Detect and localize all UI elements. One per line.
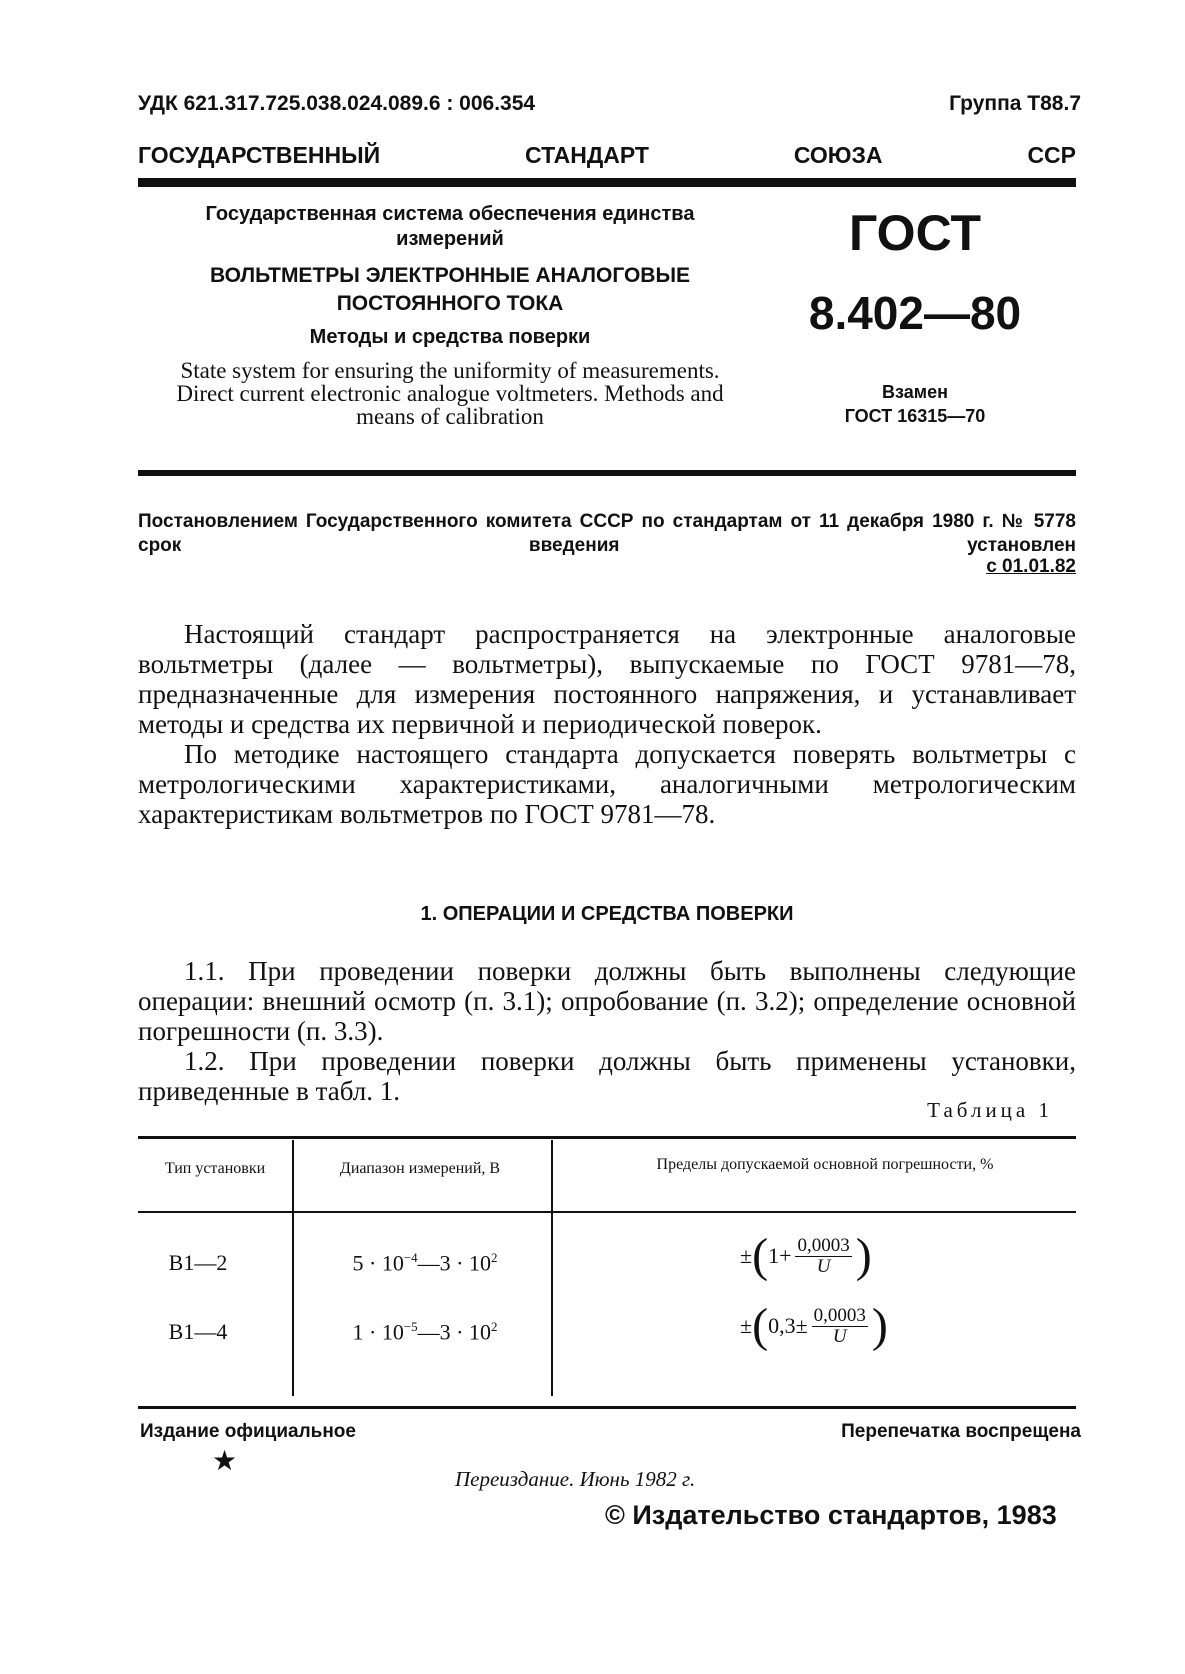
table-bottom-rule: [138, 1406, 1076, 1409]
header-divider: [138, 178, 1076, 187]
table-caption: Таблица 1: [927, 1098, 1053, 1122]
document-title-line: ВОЛЬТМЕТРЫ ЭЛЕКТРОННЫЕ АНАЛОГОВЫЕ: [209, 264, 691, 287]
document-title-line: ПОСТОЯННОГО ТОКА: [336, 292, 564, 315]
open-paren: (: [752, 1299, 769, 1352]
paragraph: 1.2. При проведении поверки должны быть применены установки, приведенные в табл. 1.: [138, 1046, 1076, 1106]
banner-word: ГОСУДАРСТВЕННЫЙ: [138, 142, 381, 168]
section-text: [138, 956, 1076, 1106]
banner-word: СТАНДАРТ: [525, 142, 649, 168]
group-code: Группа Т88.7: [949, 92, 1081, 115]
udk-code: УДК 621.317.725.038.024.089.6 : 006.354: [138, 92, 536, 115]
gost-label: ГОСТ: [849, 205, 981, 261]
document-subtitle: Методы и средства поверки: [309, 326, 591, 348]
english-title: State system for ensuring the uniformity of measurements. Direct current electronic analogue voltmeters. Methods and means of calibration: [176, 358, 724, 429]
table-header-cell: Тип установки: [164, 1160, 266, 1177]
decree-date: с 01.01.82: [986, 556, 1076, 577]
replaces-block: [800, 380, 1030, 428]
banner-word: СОЮЗА: [793, 142, 883, 168]
system-title: Государственная система обеспечения единства измерений: [205, 203, 695, 250]
gost-number: 8.402—80: [808, 287, 1022, 339]
table-cell-error: ± ( 1+ $\frac{0,0003}{U}$ ): [740, 1229, 872, 1282]
close-paren: ): [871, 1299, 888, 1352]
section-title: 1. ОПЕРАЦИИ И СРЕДСТВА ПОВЕРКИ: [420, 903, 794, 925]
table-cell-range: $1 \cdot 10^{-5}—3 \cdot 10^2$: [352, 1319, 498, 1345]
table-cell-type: В1—4: [168, 1319, 228, 1344]
table-cell-error: ± ( 0,3± $\frac{0,0003}{U}$ ): [740, 1299, 888, 1352]
paragraph: Настоящий стандарт распространяется на электронные аналоговые вольтметры (далее — вольтметры), выпускаемые по ГОСТ 9781—78, предназначенные для измерения постоянного напряжения, и устанавливает методы и средства их первичной и периодической поверок.: [138, 619, 1076, 739]
title-block: [150, 202, 750, 428]
official-edition: Издание официальное: [140, 1421, 356, 1442]
paragraph: По методике настоящего стандарта допускается поверять вольтметры с метрологическими характеристиками, аналогичными метрологическим характеристикам вольтметров по ГОСТ 9781—78.: [138, 739, 1076, 829]
table-header-rule: [138, 1211, 1076, 1213]
banner-word: ССР: [1027, 142, 1076, 168]
title-divider: [138, 470, 1076, 476]
reissue-note: Переиздание. Июнь 1982 г.: [455, 1467, 696, 1491]
table-header-cell: Диапазон измерений, В: [339, 1160, 501, 1177]
document-title: [150, 262, 750, 318]
table-column-divider: [292, 1140, 294, 1396]
decree-text: Постановлением Государственного комитета СССР по стандартам от 11 декабря 1980 г. № 5778 срок введения установлен: [138, 511, 1076, 556]
star-icon: ★: [212, 1446, 238, 1477]
table-cell-type: В1—2: [168, 1250, 228, 1275]
paragraph: 1.1. При проведении поверки должны быть выполнены следующие операции: внешний осмотр (п. 3.1); опробование (п. 3.2); определение основной погрешности (п. 3.3).: [138, 956, 1076, 1046]
reprint-notice: Перепечатка воспрещена: [841, 1421, 1081, 1442]
replaces-label: Взамен: [882, 382, 948, 402]
table-column-divider: [551, 1140, 553, 1396]
replaces-gost: ГОСТ 16315—70: [844, 406, 986, 426]
copyright: © Издательство стандартов, 1983: [605, 1500, 1057, 1530]
table-header-cell: Пределы допускаемой основной погрешности, %: [656, 1156, 994, 1173]
intro-text: [138, 619, 1076, 829]
open-paren: (: [752, 1229, 769, 1282]
table-cell-range: $5 \cdot 10^{-4}—3 \cdot 10^2$: [352, 1250, 498, 1276]
close-paren: ): [855, 1229, 872, 1282]
state-standard-banner: [138, 142, 1076, 169]
table-top-rule: [138, 1136, 1076, 1139]
